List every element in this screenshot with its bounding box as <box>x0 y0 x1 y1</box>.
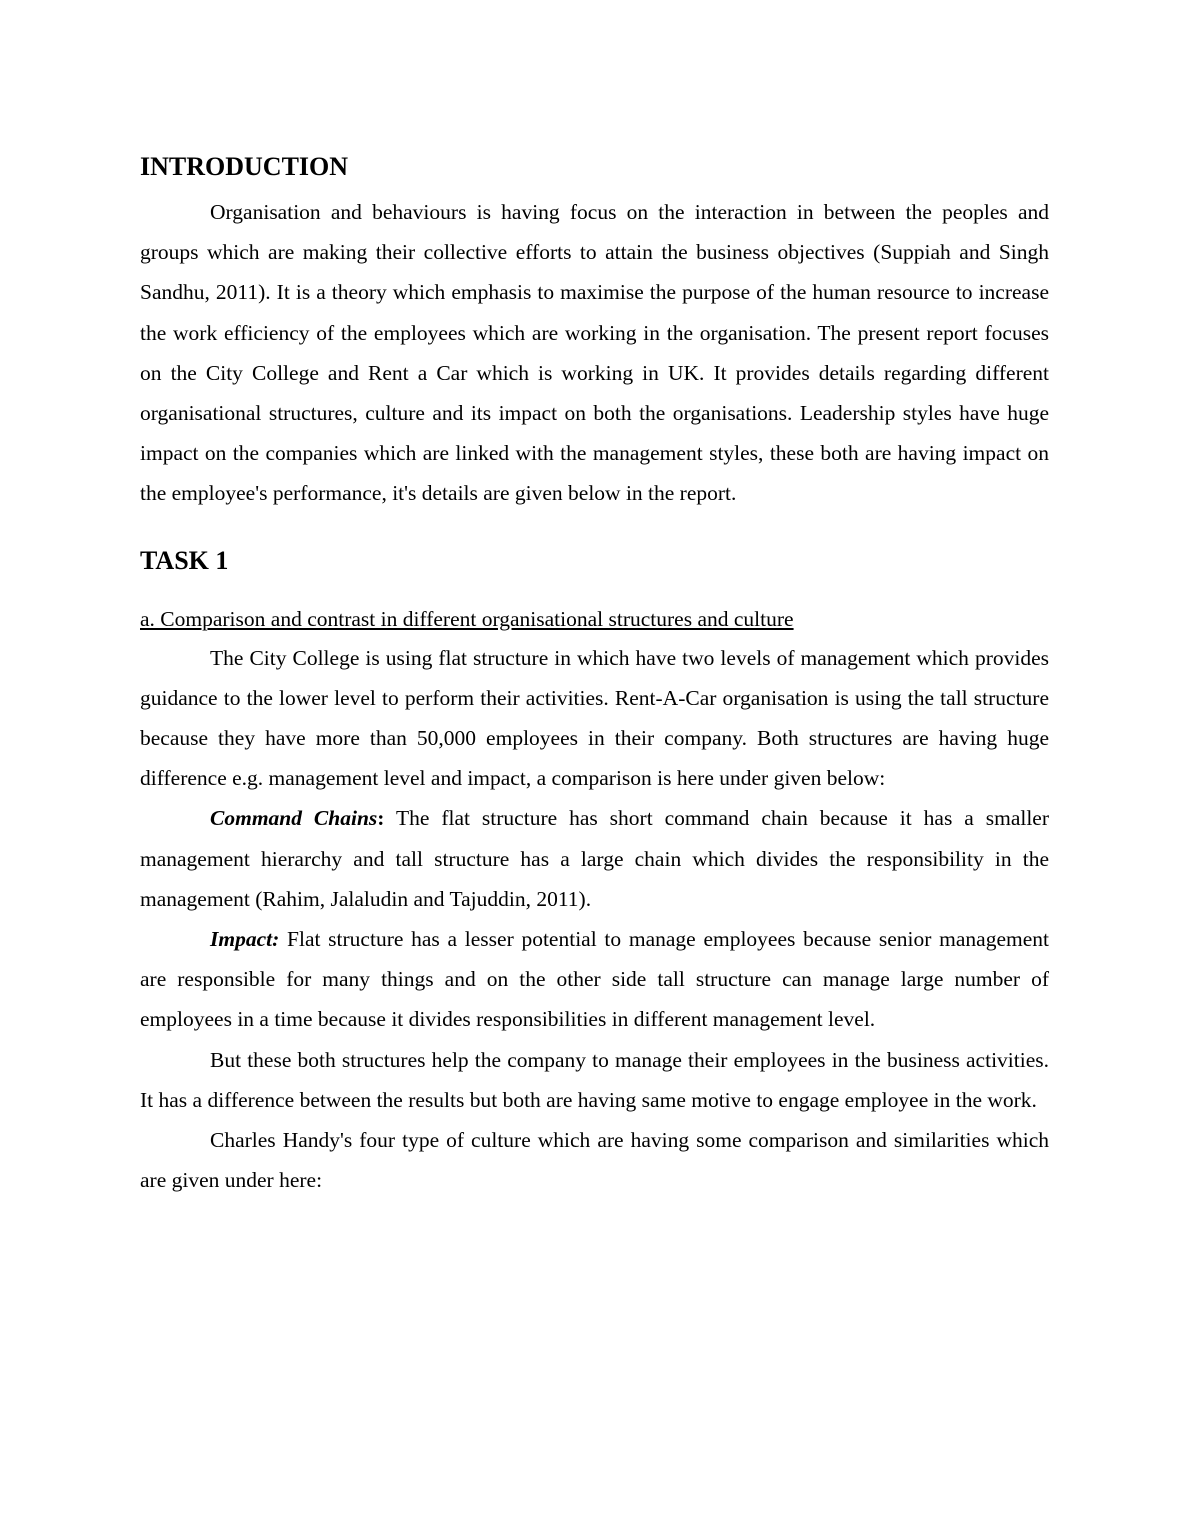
task1-heading: TASK 1 <box>140 545 229 575</box>
impact-term: Impact: <box>210 927 280 952</box>
document-page <box>140 148 1049 1200</box>
task1-subheading: a. Comparison and contrast in different organisational structures and culture <box>140 606 794 631</box>
command-chains-text: The flat structure has short command chain because it has a smaller management hierarchy and tall structure has a large chain which divides the responsibility in the management (Rahim, Jalaludin and Tajuddin, 2011). <box>140 806 1050 911</box>
impact-text: Flat structure has a lesser potential to manage employees because senior management are responsible for many things and on the other side tall structure can manage large number of employees in a time because it divides responsibilities in different management level. <box>140 927 1049 1032</box>
handy-culture-paragraph: Charles Handy's four type of culture which are having some comparison and similarities which are given under here: <box>140 1128 1049 1193</box>
command-chains-term: Command Chains <box>210 806 378 831</box>
both-structures-paragraph: But these both structures help the company to manage their employees in the business activities. It has a difference between the results but both are having same motive to engage employee in the work. <box>140 1047 1049 1112</box>
introduction-heading: INTRODUCTION <box>140 152 349 181</box>
command-chains-colon: : <box>377 806 385 831</box>
command-chains-paragraph <box>140 798 1049 919</box>
introduction-paragraph: Organisation and behaviours is having focus on the interaction in between the peoples and groups which are making their collective efforts to attain the business objectives (Suppiah and Singh Sandhu, 2011). It is a theory which emphasis to maximise the purpose of the human resource to increase the work efficiency of the employees which are working in the organisation. The present report focuses on the City College and Rent a Car which is working in UK. It provides details regarding different organisational structures, culture and its impact on both the organisations. Leadership styles have huge impact on the companies which are linked with the management styles, these both are having impact on the employee's performance, it's details are given below in the report. <box>140 200 1049 506</box>
impact-paragraph <box>140 919 1049 1040</box>
structure-paragraph: The City College is using flat structure in which have two levels of management which provides guidance to the lower level to perform their activities. Rent-A-Car organisation is using the tall structure because they have more than 50,000 employees in their company. Both structures are having huge difference e.g. management level and impact, a comparison is here under given below: <box>140 645 1049 791</box>
